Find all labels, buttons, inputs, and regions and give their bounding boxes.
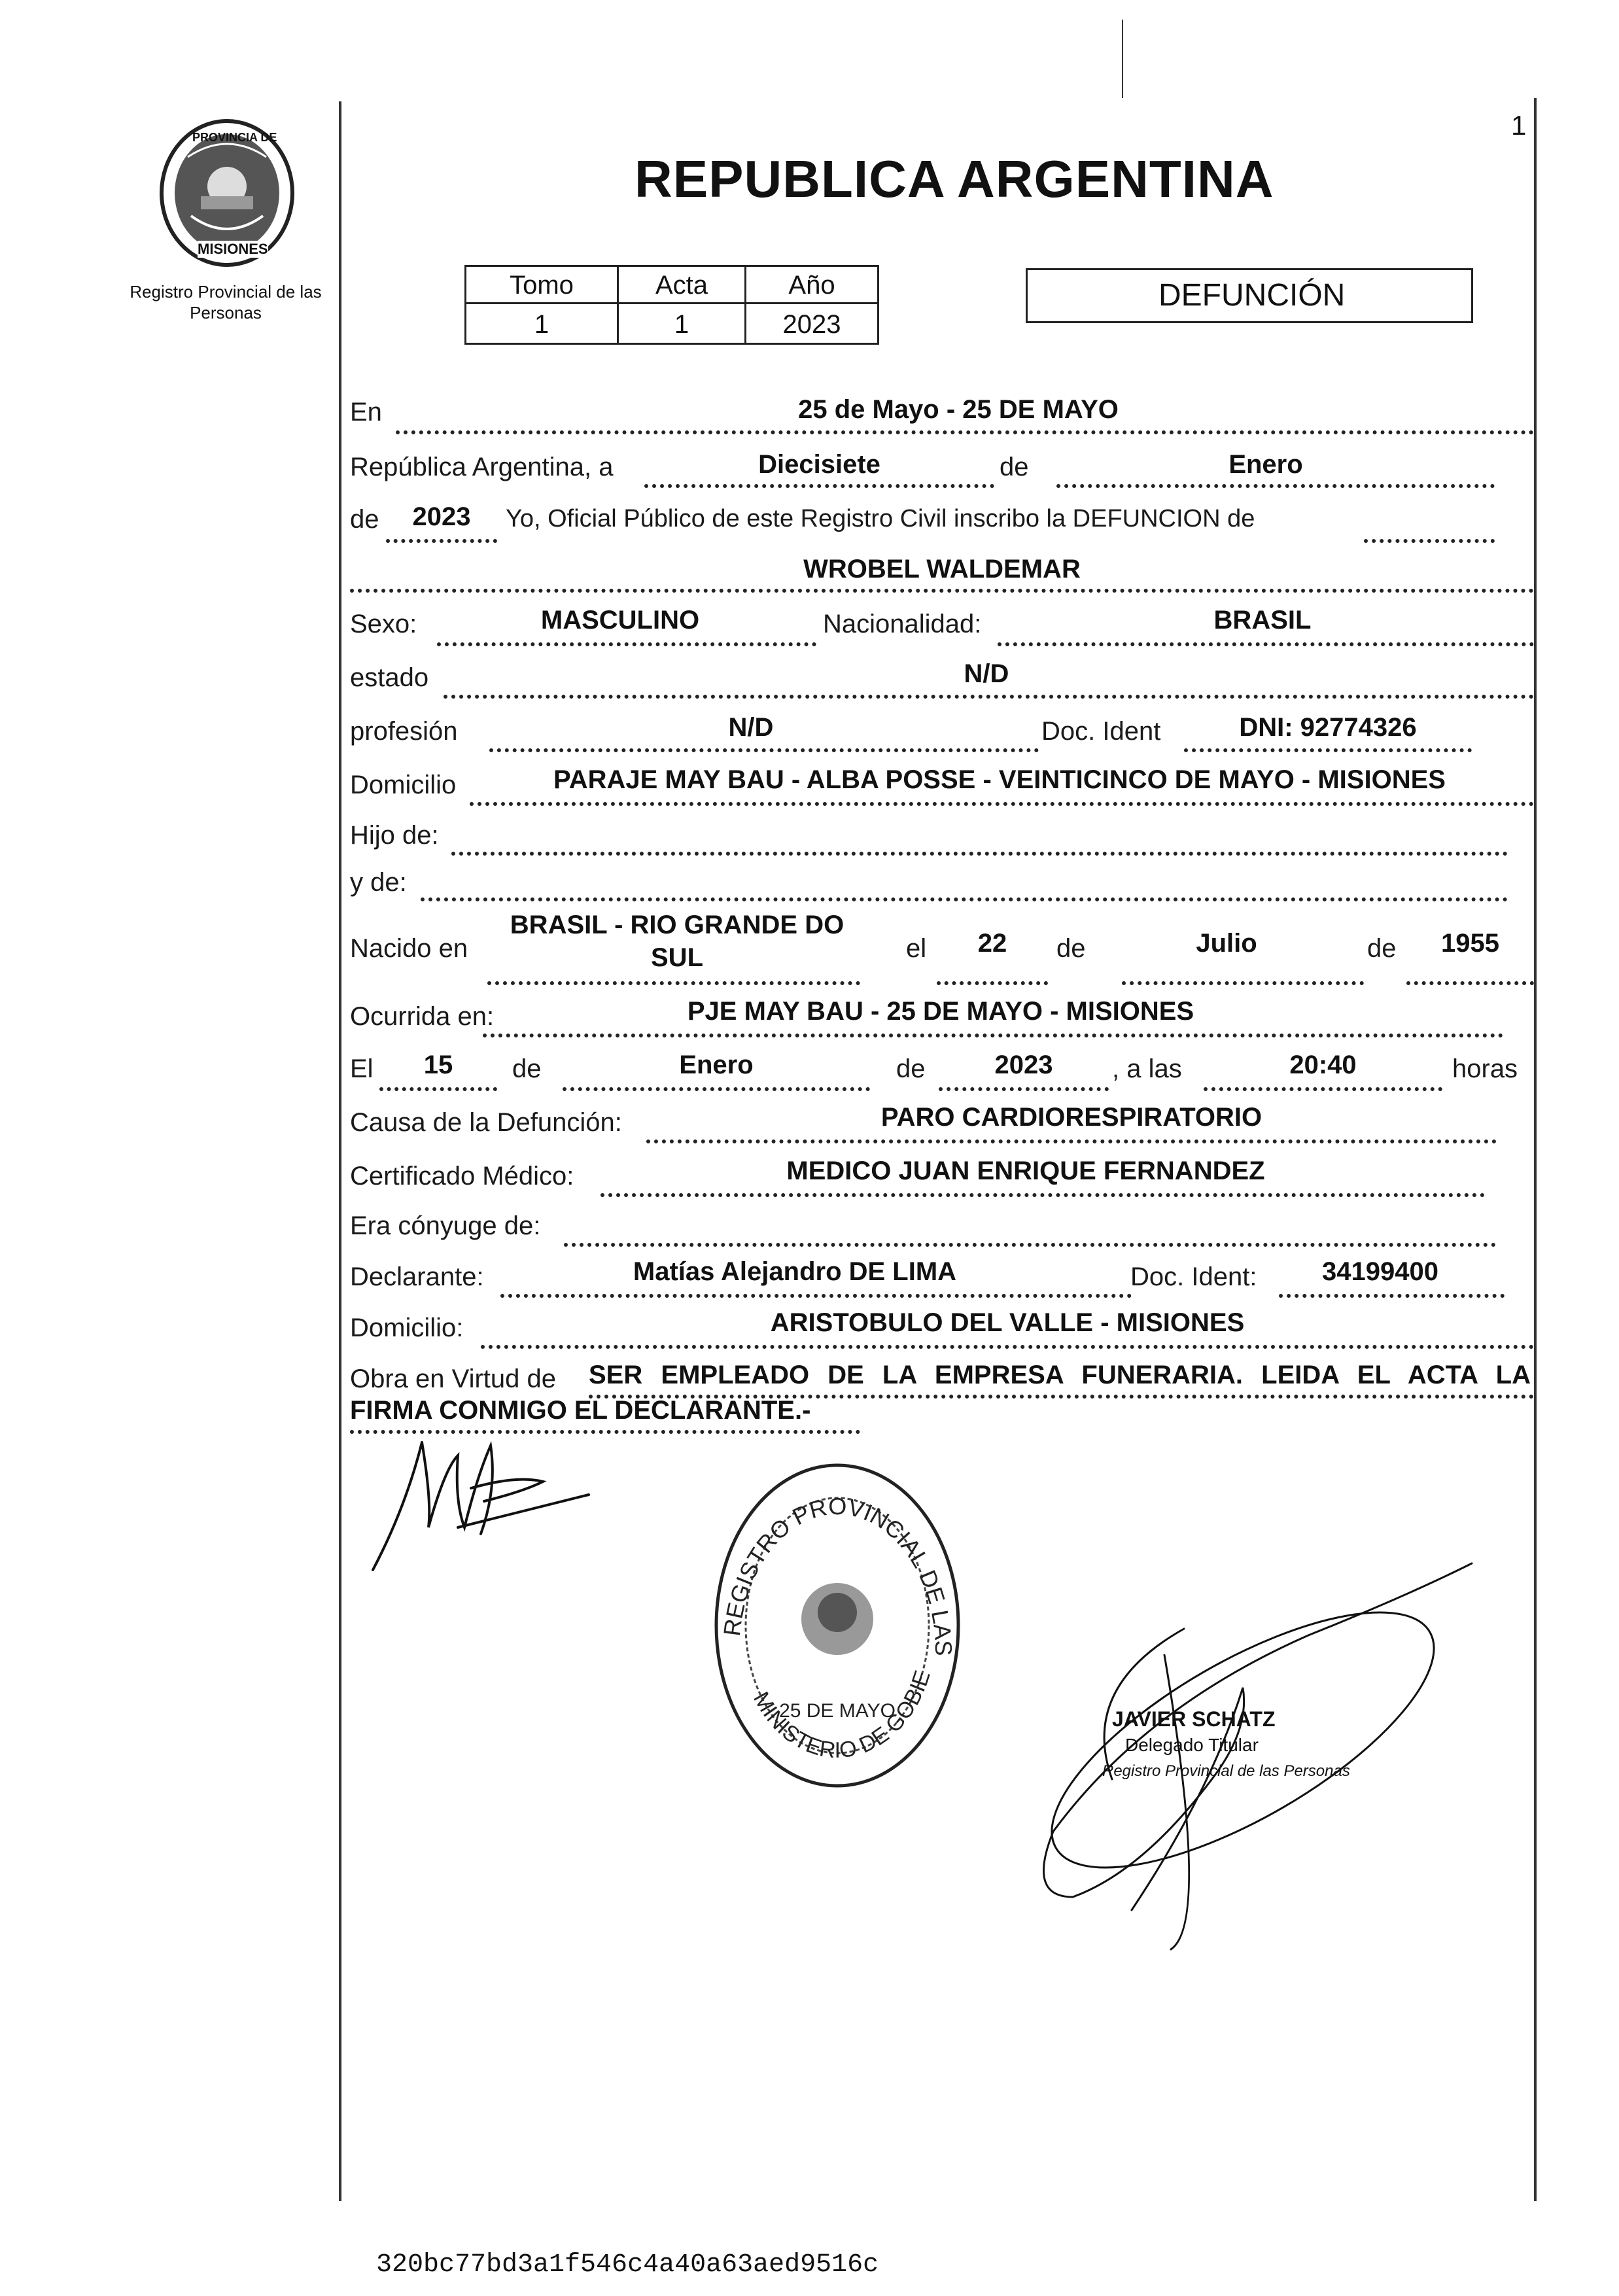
- label-ocurrida-en: Ocurrida en:: [350, 1002, 495, 1031]
- value-dni: DNI: 92774326: [1239, 713, 1417, 742]
- line-profesion: [489, 748, 1039, 752]
- value-hora: 20:40: [1289, 1051, 1357, 1079]
- table-cell-acta: 1: [617, 302, 746, 345]
- line-y-de: [421, 897, 1508, 901]
- label-profesion: profesión: [350, 717, 458, 746]
- official-office: Registro Provincial de las Personas: [1102, 1762, 1350, 1780]
- table-header-anio: Año: [744, 265, 879, 304]
- right-margin-line: [1534, 98, 1537, 2201]
- table-header-tomo: Tomo: [464, 265, 619, 304]
- document-hash: 320bc77bd3a1f546c4a40a63aed9516c: [376, 2250, 879, 2280]
- value-estado: N/D: [964, 659, 1009, 688]
- label-domicilio: Domicilio: [350, 771, 457, 799]
- value-nacido-mes: Julio: [1196, 929, 1257, 958]
- value-nombre: WROBEL WALDEMAR: [803, 555, 1081, 583]
- table-cell-anio: 2023: [744, 302, 879, 345]
- line-nombre: [350, 589, 1534, 593]
- label-conyuge: Era cónyuge de:: [350, 1211, 541, 1240]
- value-domicilio: PARAJE MAY BAU - ALBA POSSE - VEINTICINCO DE MAYO - MISIONES: [553, 765, 1446, 794]
- value-obra-line-1: SER EMPLEADO DE LA EMPRESA FUNERARIA. LEIDA EL ACTA LA: [589, 1361, 1531, 1389]
- value-ocurrida-en: PJE MAY BAU - 25 DE MAYO - MISIONES: [687, 997, 1194, 1026]
- line-nacido-dia: [937, 981, 1048, 985]
- label-y-de: y de:: [350, 868, 407, 897]
- value-nacido-anio: 1955: [1441, 929, 1499, 958]
- page-number: 1: [1511, 110, 1527, 141]
- line-certificado: [601, 1193, 1485, 1197]
- agency-name: Registro Provincial de las Personas: [130, 282, 322, 322]
- value-lugar: 25 de Mayo - 25 DE MAYO: [798, 395, 1119, 424]
- stamp-inner-text: 25 DE MAYO: [779, 1700, 896, 1722]
- value-declarante-doc: 34199400: [1322, 1257, 1438, 1286]
- value-anio: 2023: [412, 502, 471, 531]
- label-de-3: de: [1056, 934, 1086, 963]
- line-causa: [646, 1139, 1497, 1143]
- label-doc-ident: Doc. Ident: [1041, 717, 1161, 746]
- line-declarante: [500, 1294, 1132, 1298]
- fold-line-top: [1122, 20, 1123, 98]
- line-nacido-mes: [1122, 981, 1364, 985]
- line-estado: [444, 695, 1534, 699]
- line-lugar: [396, 430, 1534, 434]
- value-nacido-dia: 22: [977, 929, 1007, 958]
- value-sexo: MASCULINO: [540, 606, 700, 635]
- line-dni: [1184, 748, 1472, 752]
- coat-top-text: PROVINCIA DE: [192, 131, 277, 144]
- label-en: En: [350, 398, 382, 426]
- registry-stamp: [700, 1455, 975, 1796]
- value-mes: Enero: [1228, 450, 1303, 479]
- line-fecha-dia: [379, 1087, 497, 1091]
- value-dia-letras: Diecisiete: [758, 450, 880, 479]
- label-hijo-de: Hijo de:: [350, 821, 439, 850]
- label-de-1: de: [1000, 453, 1029, 481]
- label-domicilio-2: Domicilio:: [350, 1313, 464, 1342]
- label-declarante: Declarante:: [350, 1262, 484, 1291]
- label-causa: Causa de la Defunción:: [350, 1108, 622, 1137]
- stamp-bottom-text: MINISTERIO DE GOBIE: [748, 1667, 935, 1764]
- label-republica: República Argentina, a: [350, 453, 614, 481]
- value-nacido-lugar-1: BRASIL - RIO GRANDE DO: [510, 911, 844, 939]
- declarant-signature: [366, 1429, 602, 1580]
- line-fecha-anio: [939, 1087, 1109, 1091]
- line-nacido-lugar: [487, 981, 860, 985]
- value-certificado: MEDICO JUAN ENRIQUE FERNANDEZ: [786, 1157, 1265, 1185]
- label-inscribo: Yo, Oficial Público de este Registro Civil inscribo la DEFUNCION de: [506, 505, 1255, 532]
- line-hora: [1204, 1087, 1442, 1091]
- coat-bottom-text: MISIONES: [198, 241, 268, 257]
- label-el: el: [906, 934, 927, 963]
- label-horas: horas: [1452, 1054, 1518, 1083]
- value-obra-line-2: FIRMA CONMIGO EL DECLARANTE.-: [350, 1396, 811, 1425]
- table-cell-tomo: 1: [464, 302, 619, 345]
- line-ocurrida-en: [483, 1034, 1503, 1037]
- provincial-coat-of-arms: [152, 118, 302, 268]
- line-declarante-domicilio: [481, 1345, 1534, 1349]
- line-nacionalidad: [998, 642, 1534, 646]
- label-a-las: , a las: [1112, 1054, 1182, 1083]
- line-dia: [644, 484, 994, 488]
- official-name: JAVIER SCHATZ: [1112, 1707, 1276, 1731]
- label-nacido-en: Nacido en: [350, 934, 468, 963]
- official-title: Delegado Titular: [1125, 1735, 1259, 1755]
- value-nacionalidad: BRASIL: [1213, 606, 1312, 635]
- line-domicilio: [470, 802, 1534, 806]
- label-estado: estado: [350, 663, 429, 692]
- label-de-2: de: [350, 505, 379, 534]
- line-anio: [386, 539, 497, 543]
- label-el-cap: El: [350, 1054, 374, 1083]
- label-de-5: de: [512, 1054, 542, 1083]
- official-signature: [1014, 1557, 1485, 1962]
- label-doc-ident-2: Doc. Ident:: [1130, 1262, 1257, 1291]
- label-obra: Obra en Virtud de: [350, 1365, 557, 1393]
- label-nacionalidad: Nacionalidad:: [823, 610, 982, 638]
- line-conyuge: [564, 1243, 1496, 1247]
- value-declarante-domicilio: ARISTOBULO DEL VALLE - MISIONES: [770, 1308, 1245, 1337]
- value-fecha-dia: 15: [423, 1051, 453, 1079]
- record-type-box: DEFUNCIÓN: [1026, 268, 1473, 323]
- line-fecha-mes: [563, 1087, 870, 1091]
- line-inscribo-end: [1364, 539, 1495, 543]
- value-fecha-anio: 2023: [994, 1051, 1053, 1079]
- label-sexo: Sexo:: [350, 610, 417, 638]
- page-title: REPUBLICA ARGENTINA: [635, 150, 1274, 208]
- label-de-4: de: [1367, 934, 1397, 963]
- value-profesion: N/D: [728, 713, 774, 742]
- label-certificado: Certificado Médico:: [350, 1162, 574, 1191]
- line-hijo-de: [451, 852, 1508, 856]
- stamp-ring-text: REGISTRO PROVINCIAL DE LAS: [718, 1492, 958, 1656]
- value-nacido-lugar-2: SUL: [651, 943, 703, 972]
- line-declarante-doc: [1279, 1294, 1505, 1298]
- label-de-6: de: [896, 1054, 926, 1083]
- value-fecha-mes: Enero: [679, 1051, 754, 1079]
- line-sexo: [437, 642, 816, 646]
- line-mes: [1056, 484, 1495, 488]
- value-causa: PARO CARDIORESPIRATORIO: [880, 1103, 1262, 1132]
- value-declarante: Matías Alejandro DE LIMA: [633, 1257, 957, 1286]
- line-nacido-anio: [1406, 981, 1534, 985]
- table-header-acta: Acta: [617, 265, 746, 304]
- left-margin-line: [339, 101, 341, 2201]
